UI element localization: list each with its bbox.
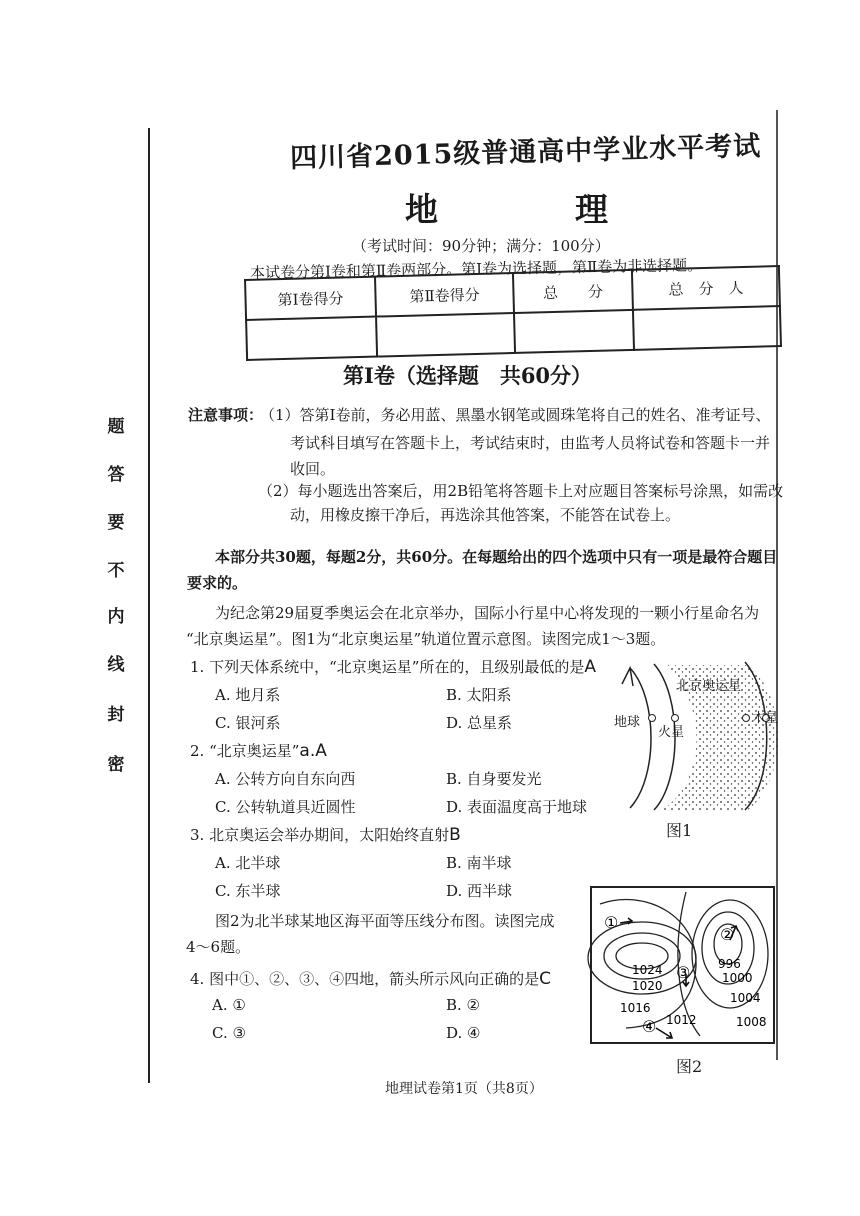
- star-point: [743, 715, 750, 722]
- question-stem-text: 2. “北京奥运星”: [190, 742, 300, 760]
- exam-title: 四川省2015级普通高中学业水平考试: [289, 130, 762, 175]
- passage-1-line-1: 为纪念第29届夏季奥运会在北京举办，国际小行星中心将发现的一颗小行星命名为: [215, 604, 760, 622]
- seal-char: 题: [107, 417, 125, 437]
- score-cell[interactable]: [246, 317, 377, 360]
- isobar-label: 1020: [632, 979, 663, 993]
- score-header-scorer: 总 分 人: [632, 266, 780, 310]
- figure-2-isobar-map: [590, 886, 775, 1044]
- section-intro-line-2: 要求的。: [187, 574, 248, 592]
- point-4-marker: ④: [642, 1017, 657, 1036]
- question-3-stem: [190, 824, 461, 845]
- subject-title: 地 理: [405, 190, 660, 229]
- figure-1-orbit-diagram: [600, 660, 779, 810]
- seal-char: 线: [107, 655, 125, 675]
- label-mars: 火星: [658, 725, 685, 740]
- point-3-marker: ③: [676, 963, 691, 982]
- exam-time-info: （考试时间：90分钟；满分：100分）: [352, 237, 610, 255]
- handwritten-answer: C: [539, 969, 551, 989]
- label-jupiter: 木星: [752, 711, 779, 726]
- option-2c[interactable]: C. 公转轨道具近圆性: [215, 798, 356, 816]
- option-1b[interactable]: B. 太阳系: [446, 686, 512, 704]
- isobar-label: 1004: [730, 991, 761, 1005]
- page-footer: 地理试卷第1页（共8页）: [385, 1081, 543, 1097]
- score-header-total: 总 分: [513, 270, 633, 313]
- score-header-part1: 第Ⅰ卷得分: [245, 277, 376, 320]
- label-earth: 地球: [614, 715, 641, 730]
- option-4a[interactable]: A. ①: [212, 996, 246, 1014]
- note-1-line-2: 考试科目填写在答题卡上，考试结束时，由监考人员将试卷和答题卡一并: [290, 434, 771, 452]
- note-1-line-3: 收回。: [290, 460, 336, 478]
- option-2d[interactable]: D. 表面温度高于地球: [446, 798, 588, 816]
- earth-orbit: [630, 668, 651, 808]
- question-4-stem: [190, 968, 551, 989]
- handwritten-answer: A: [584, 657, 597, 677]
- option-4d[interactable]: D. ④: [446, 1024, 481, 1042]
- score-table: [244, 265, 782, 361]
- score-cell[interactable]: [376, 313, 515, 357]
- option-3a[interactable]: A. 北半球: [215, 854, 281, 872]
- option-1a[interactable]: A. 地月系: [215, 686, 281, 704]
- note-2-line-1: （2）每小题选出答案后，用2B铅笔将答题卡上对应题目答案标号涂黑，如需改: [258, 482, 784, 500]
- seal-char: 密: [107, 755, 125, 775]
- question-2-stem: [190, 740, 327, 761]
- passage-2-line-1: 图2为北半球某地区海平面等压线分布图。读图完成: [215, 912, 555, 930]
- option-3d[interactable]: D. 西半球: [446, 882, 513, 900]
- seal-line-text: [96, 410, 136, 780]
- binding-line: [148, 128, 150, 1083]
- question-1-stem: [190, 656, 596, 677]
- section-intro-line-1: 本部分共30题，每题2分，共60分。在每题给出的四个选项中只有一项是最符合题目: [215, 548, 778, 566]
- handwritten-answer: B: [449, 825, 461, 845]
- point-1-marker: ①: [604, 913, 619, 932]
- paper-intro: 本试卷分第Ⅰ卷和第Ⅱ卷两部分。第Ⅰ卷为选择题，第Ⅱ卷为非选择题。: [249, 256, 703, 282]
- figure-1-caption: 图1: [666, 821, 693, 840]
- question-stem-text: 4. 图中①、②、③、④四地，箭头所示风向正确的是: [190, 970, 540, 988]
- question-stem-text: 1. 下列天体系统中，“北京奥运星”所在的，且级别最低的是: [190, 658, 585, 676]
- option-1d[interactable]: D. 总星系: [446, 714, 513, 732]
- page-edge-line: [776, 110, 778, 1060]
- mars-point: [672, 715, 679, 722]
- option-3b[interactable]: B. 南半球: [446, 854, 512, 872]
- label-star: 北京奥运星: [676, 679, 742, 694]
- isobar-label: 1012: [666, 1013, 697, 1027]
- isobar-label: 996: [718, 957, 741, 971]
- seal-char: 不: [107, 561, 125, 581]
- note-2-line-2: 动，用橡皮擦干净后，再选涂其他答案，不能答在试卷上。: [290, 506, 681, 524]
- option-3c[interactable]: C. 东半球: [215, 882, 281, 900]
- seal-char: 要: [107, 513, 125, 533]
- isobar-label: 1016: [620, 1001, 651, 1015]
- option-2a[interactable]: A. 公转方向自东向西: [215, 770, 356, 788]
- option-1c[interactable]: C. 银河系: [215, 714, 281, 732]
- question-stem-text: 3. 北京奥运会举办期间，太阳始终直射: [190, 826, 450, 844]
- isobar-label: 1024: [632, 963, 663, 977]
- notes-label: 注意事项：: [188, 406, 264, 424]
- figure-2-caption: 图2: [676, 1057, 703, 1076]
- option-4c[interactable]: C. ③: [212, 1024, 246, 1042]
- passage-2-line-2: 4～6题。: [186, 938, 251, 956]
- seal-char: 内: [107, 607, 125, 627]
- score-cell[interactable]: [514, 310, 634, 353]
- orbit-arrow: [622, 668, 633, 686]
- score-cell[interactable]: [633, 306, 781, 350]
- isobar-label: 1008: [736, 1015, 767, 1029]
- seal-char: 答: [107, 465, 125, 485]
- option-4b[interactable]: B. ②: [446, 996, 481, 1014]
- seal-char: 封: [107, 705, 125, 725]
- passage-1-line-2: “北京奥运星”。图1为“北京奥运星”轨道位置示意图。读图完成1～3题。: [186, 630, 666, 648]
- isobar-label: 1000: [722, 971, 753, 985]
- note-1-line-1: （1）答第Ⅰ卷前，务必用蓝、黑墨水钢笔或圆珠笔将自己的姓名、准考证号、: [260, 406, 771, 424]
- score-header-part2: 第Ⅱ卷得分: [375, 273, 514, 317]
- point-2-marker: ②: [720, 925, 735, 944]
- earth-point: [649, 715, 656, 722]
- option-2b[interactable]: B. 自身要发光: [446, 770, 542, 788]
- handwritten-answer: a.A: [299, 741, 327, 761]
- part1-heading: 第Ⅰ卷（选择题 共60分）: [343, 363, 593, 388]
